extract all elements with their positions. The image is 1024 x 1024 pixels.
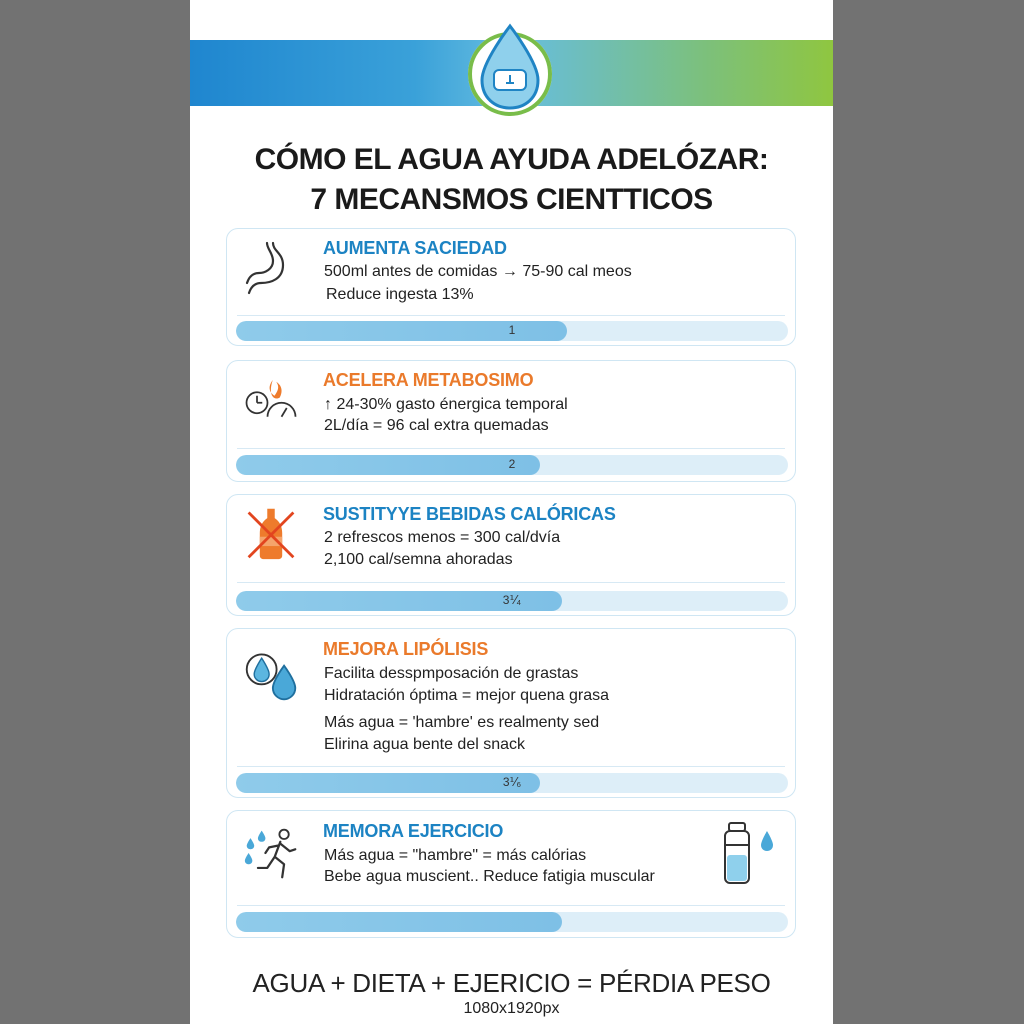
progress-bar: [236, 773, 788, 793]
title-line-1: CÓMO EL AGUA AYUDA ADELÓZAR:: [254, 143, 769, 176]
card-text-line: 2,100 cal/semna ahoradas: [324, 551, 513, 568]
progress-label: 2: [508, 457, 516, 471]
card-text-line: 2 refrescos menos = 300 cal/dvía: [324, 529, 561, 546]
card-text-line: Elirina agua bente del snack: [324, 736, 526, 753]
metabolism-clock-flame-icon: [243, 373, 299, 429]
card-text-line: Facilita desspmposación de grastas: [324, 665, 579, 682]
card-text-line: Más agua = "hambre" = más calórias: [324, 847, 587, 864]
card-text-line: 500ml antes de comidas → 75-90 cal meos: [324, 263, 632, 280]
card-aumenta-saciedad: [226, 228, 796, 346]
page-title: [190, 140, 833, 220]
progress-bar: [236, 912, 788, 932]
progress-bar: [236, 321, 788, 341]
progress-label: 1: [508, 323, 516, 337]
card-divider: [237, 766, 785, 767]
runner-icon: [243, 825, 299, 881]
water-drop-scale-icon: [464, 18, 556, 118]
progress-label: 3⅟₆: [502, 775, 522, 789]
progress-bar: [236, 455, 788, 475]
card-text-line: Más agua = 'hambre' es realmenty sed: [324, 714, 600, 731]
footer-size-label: 1080x1920px: [463, 1000, 560, 1017]
card-mejora-lipolisis: [226, 628, 796, 798]
card-text-line: Hidratación óptima = mejor quena grasa: [324, 687, 610, 704]
card-text-line: 2L/día = 96 cal extra quemadas: [324, 417, 549, 434]
card-heading: MEMORA EJERCICIO: [323, 821, 504, 841]
stomach-icon: [243, 239, 299, 295]
card-text-line: Bebe agua muscient.. Reduce fatigia muscular: [324, 868, 655, 885]
card-acelera-metabolismo: [226, 360, 796, 482]
card-sustituye-bebidas: [226, 494, 796, 616]
card-divider: [237, 582, 785, 583]
card-mejora-ejercicio: [226, 810, 796, 938]
progress-fill: [236, 912, 562, 932]
card-heading: ACELERA METABOSIMO: [323, 370, 534, 390]
footer-equation: AGUA + DIETA + EJERICIO = PÉRDIA PESO: [252, 968, 771, 998]
progress-bar: [236, 591, 788, 611]
card-text-line: Reduce ingesta 13%: [326, 286, 474, 303]
water-drops-icon: [243, 647, 299, 703]
title-line-2: 7 MECANSMOS CIENTTICOS: [310, 183, 713, 216]
card-heading: AUMENTA SACIEDAD: [323, 238, 507, 258]
progress-label: 3⅟₄: [502, 593, 522, 607]
card-text-line: ↑ 24-30% gasto énergica temporal: [324, 396, 568, 413]
card-divider: [237, 448, 785, 449]
card-divider: [237, 905, 785, 906]
card-heading: SUSTITYYE BEBIDAS CALÓRICAS: [323, 504, 616, 524]
card-heading: MEJORA LIPÓLISIS: [323, 639, 489, 659]
card-divider: [237, 315, 785, 316]
infographic-page: [190, 0, 833, 1024]
water-bottle-icon: [717, 821, 781, 885]
no-soda-icon: [243, 505, 299, 561]
